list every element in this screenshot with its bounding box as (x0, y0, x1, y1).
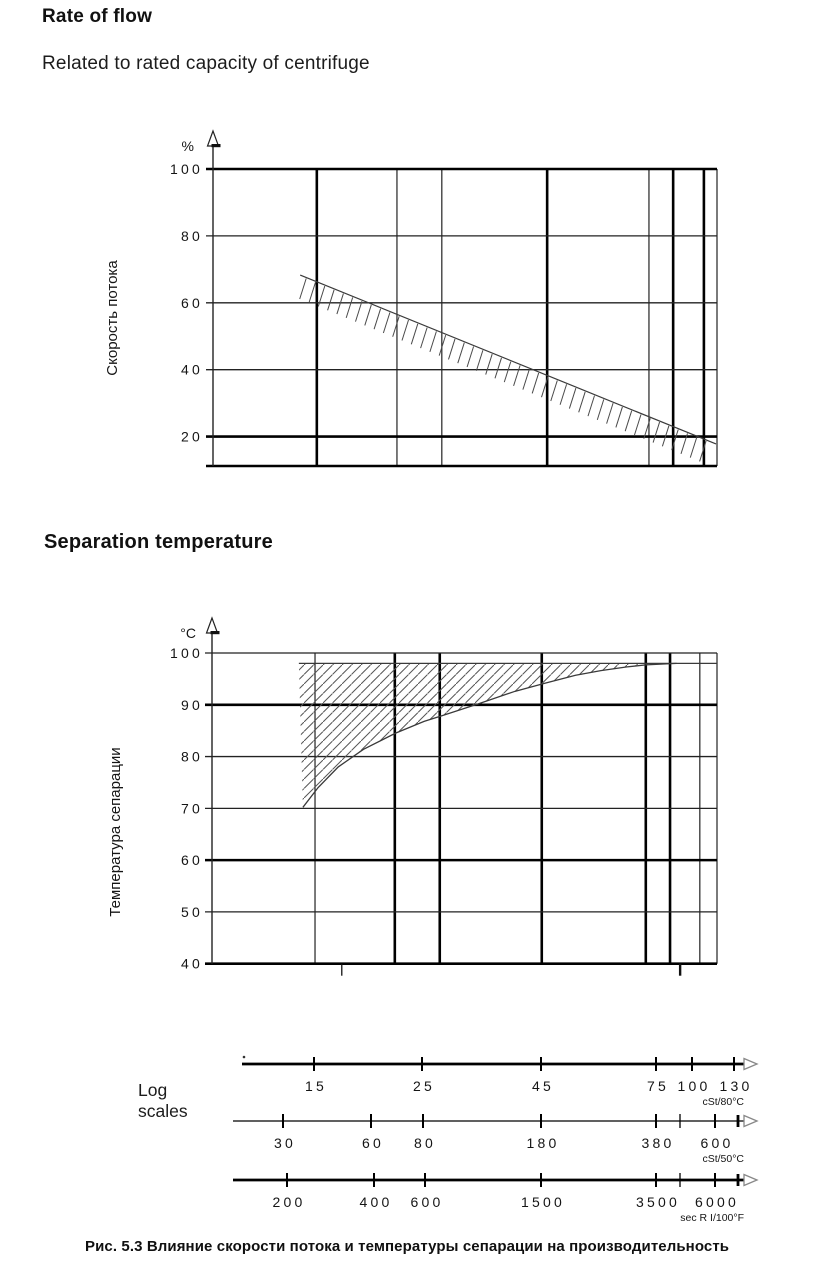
axis-arrow-icon (744, 1116, 757, 1127)
scale-tick-label: 1500 (521, 1194, 565, 1210)
scale-dot-artifact (243, 1056, 246, 1059)
scale-tick-label: 100 (677, 1078, 711, 1094)
scale-tick-label: 130 (719, 1078, 753, 1094)
y-axis-arrow-icon (207, 618, 218, 633)
y-axis-title: Скорость потока (104, 260, 121, 376)
log-scale-axis (233, 1114, 757, 1165)
scale-tick-label: 380 (641, 1135, 675, 1151)
y-tick-label: 20 (181, 428, 203, 445)
scale-unit-label: cSt/80°C (702, 1096, 744, 1108)
axis-arrow-icon (744, 1059, 757, 1070)
scale-tick-label: 75 (647, 1078, 669, 1094)
y-axis-arrow-icon (208, 131, 219, 146)
y-tick-label: 100 (170, 161, 203, 177)
scale-tick-label: 25 (413, 1078, 435, 1094)
log-scale-axes (233, 1056, 757, 1224)
y-axis-arrow-base (212, 144, 221, 147)
scale-tick-label: 30 (274, 1135, 296, 1151)
y-tick-label: 80 (181, 227, 203, 244)
subtitle-related-capacity: Related to rated capacity of centrifuge (42, 53, 370, 74)
y-gridlines (170, 161, 717, 466)
scale-tick-label: 6000 (695, 1194, 739, 1210)
scale-tick-label: 200 (272, 1194, 306, 1210)
y-tick-label: 70 (181, 800, 203, 817)
log-scales-label: Log scales (138, 1080, 188, 1121)
figure-caption: Рис. 5.3 Влияние скорости потока и температуры сепарации на производительность (85, 1238, 730, 1255)
log-scale-axis (242, 1056, 757, 1108)
y-axis-unit: °C (180, 625, 196, 641)
scale-tick-label: 3500 (636, 1194, 680, 1210)
y-axis-title: Температура сепарации (107, 747, 124, 917)
y-axis-arrow-base (211, 631, 220, 634)
scale-tick-label: 80 (414, 1135, 436, 1151)
scale-tick-label: 600 (700, 1135, 734, 1151)
axis-arrow-icon (744, 1175, 757, 1186)
scale-tick-label: 600 (410, 1194, 444, 1210)
scale-unit-label: cSt/50°C (702, 1153, 744, 1165)
y-tick-label: 60 (181, 852, 203, 869)
y-tick-label: 40 (181, 955, 203, 972)
y-tick-label: 100 (170, 645, 203, 661)
scale-tick-label: 15 (305, 1078, 327, 1094)
chart-rate-of-flow (104, 131, 717, 466)
chart-separation-temperature (107, 618, 717, 976)
y-tick-label: 40 (181, 361, 203, 378)
temperature-region (299, 663, 717, 807)
y-tick-label: 50 (181, 903, 203, 920)
scale-tick-label: 45 (532, 1078, 554, 1094)
heading-rate-of-flow: Rate of flow (42, 6, 153, 27)
scale-tick-label: 400 (359, 1194, 393, 1210)
y-tick-label: 60 (181, 294, 203, 311)
heading-separation-temperature: Separation temperature (44, 531, 273, 553)
y-tick-label: 80 (181, 748, 203, 765)
x-gridlines (317, 169, 717, 466)
log-scale-axis (233, 1173, 757, 1224)
scale-tick-label: 180 (526, 1135, 560, 1151)
y-axis-unit: % (181, 138, 194, 154)
scale-unit-label: sec R I/100°F (680, 1212, 744, 1224)
scale-tick-label: 60 (362, 1135, 384, 1151)
y-tick-label: 90 (181, 696, 203, 713)
